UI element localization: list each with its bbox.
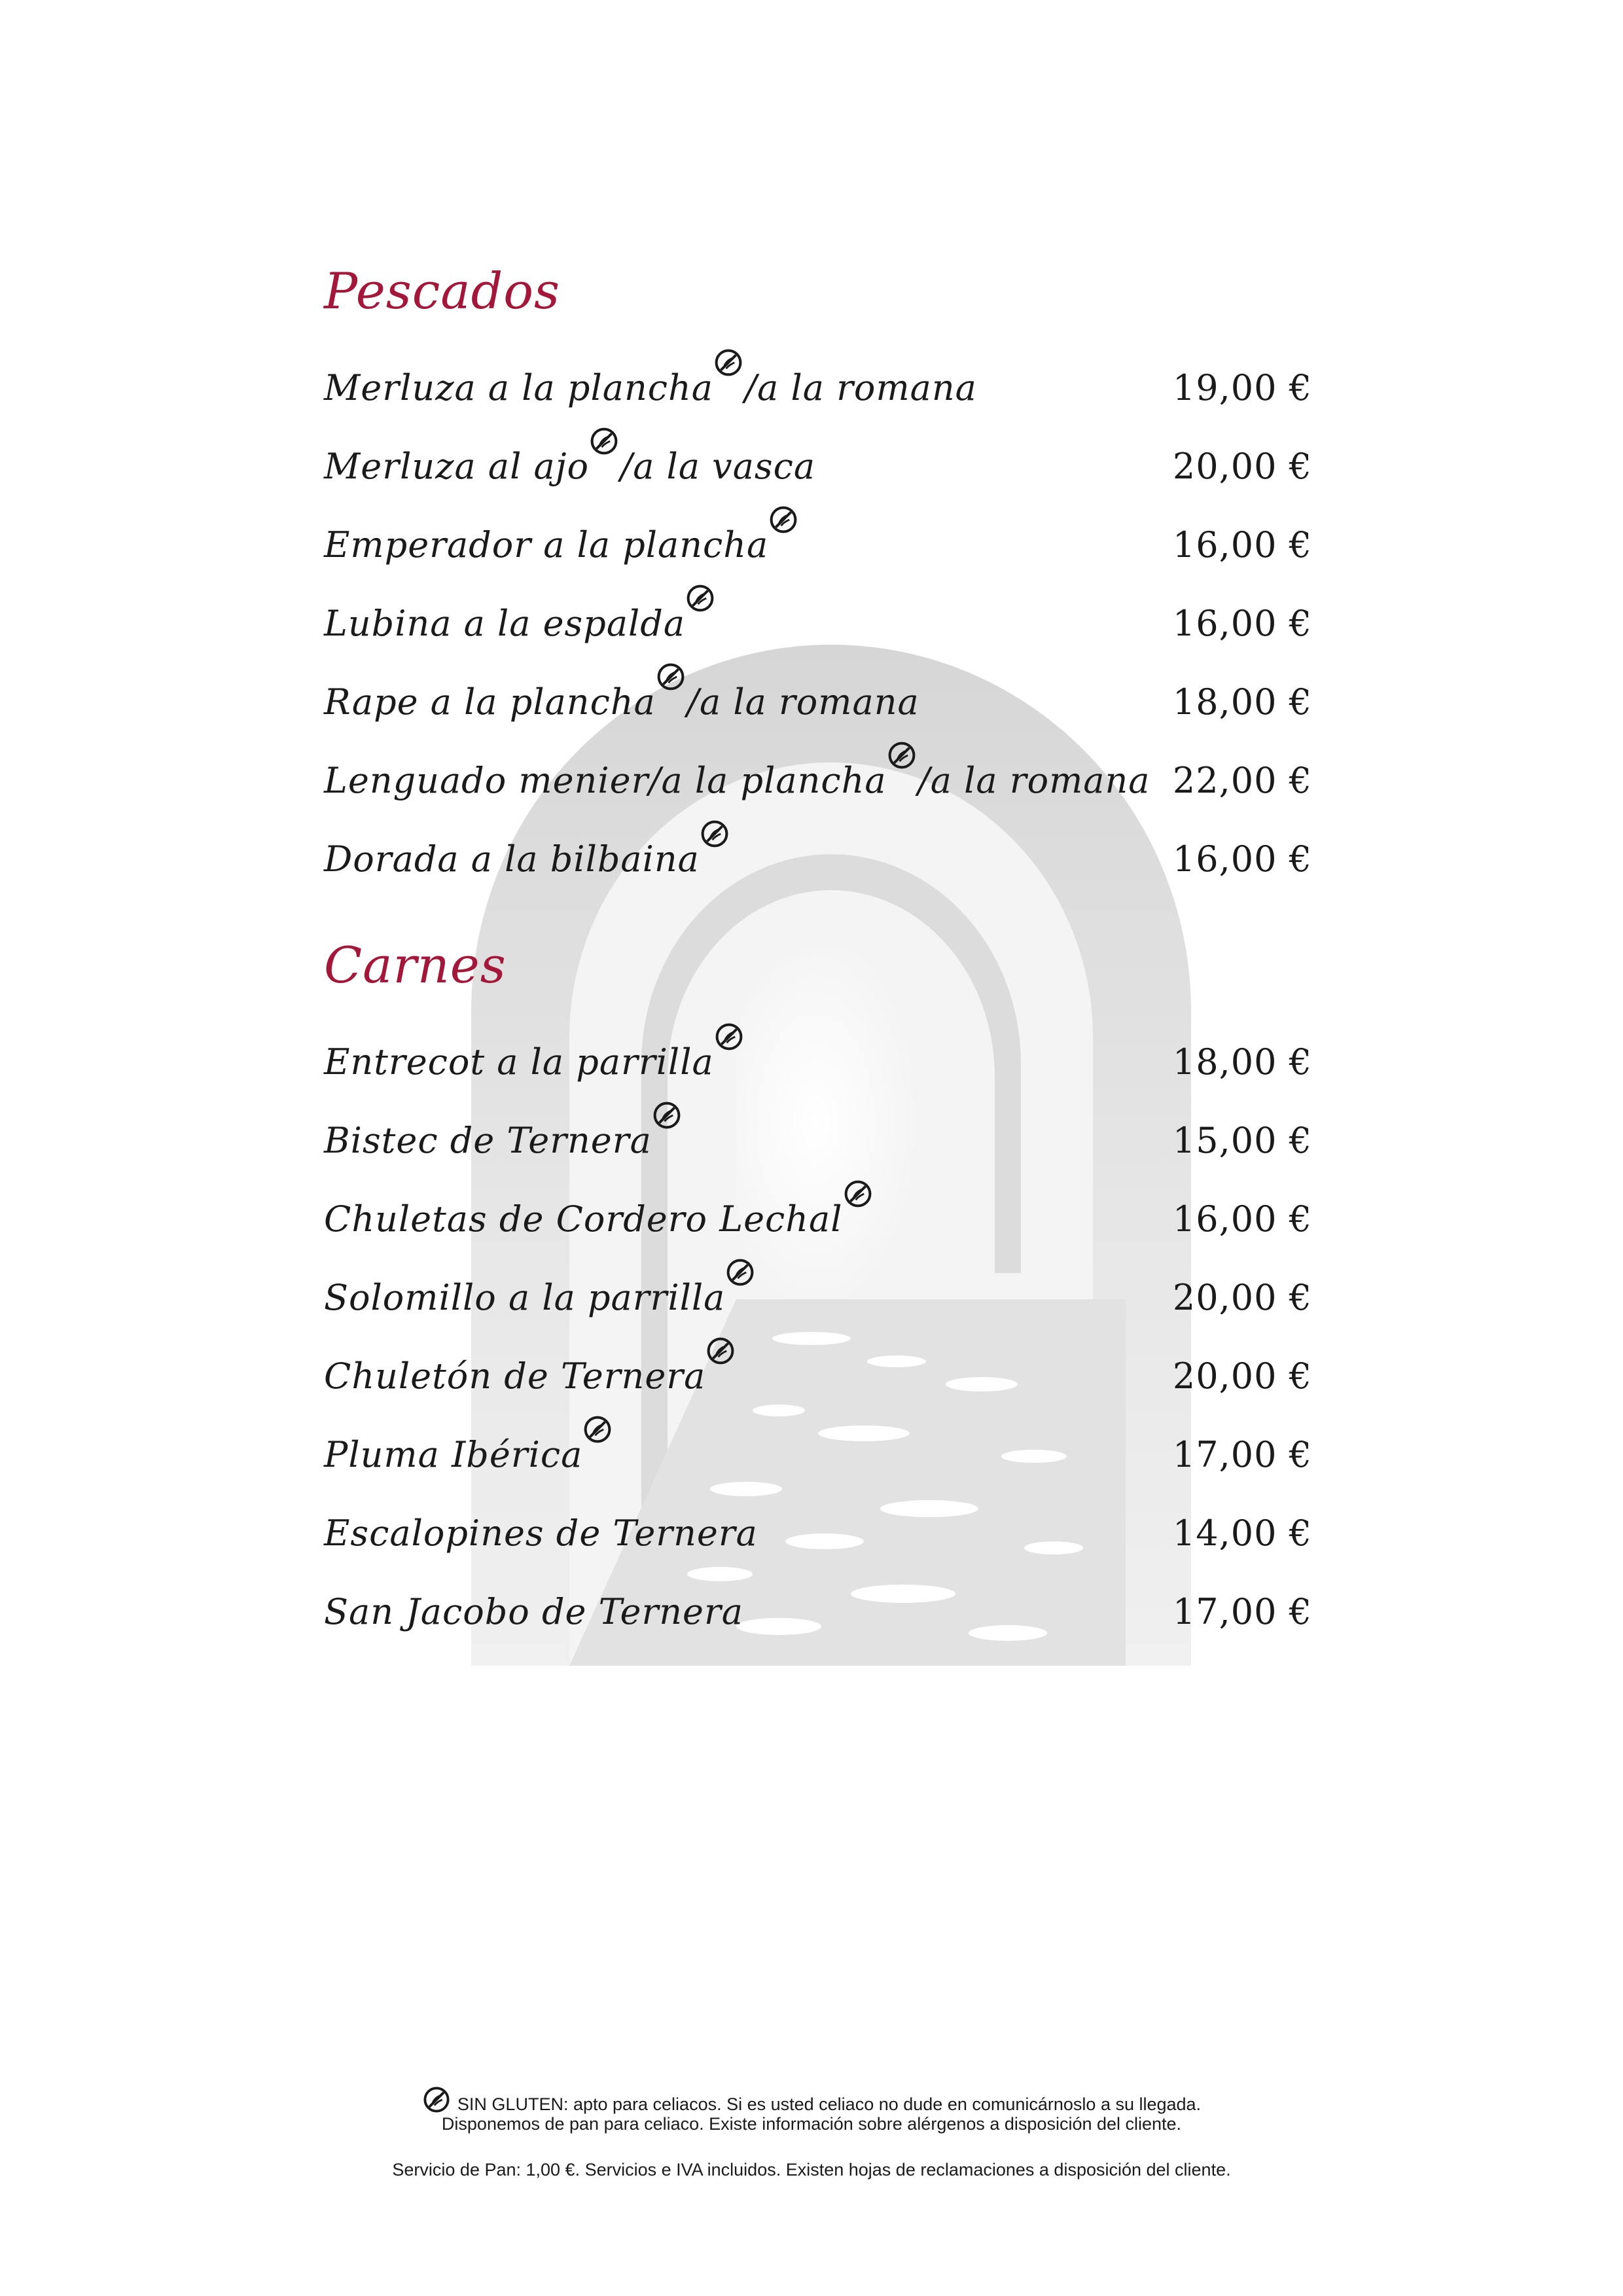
item-name: Escalopines de Ternera (324, 1513, 758, 1554)
item-name: Pluma Ibérica (324, 1434, 583, 1475)
no-gluten-icon (685, 583, 715, 613)
item-price: 16,00 € (1172, 1198, 1312, 1240)
item-name: Chuletas de Cordero Lechal (324, 1198, 843, 1240)
item-name: Merluza a la plancha (324, 367, 713, 408)
no-gluten-icon (705, 1336, 736, 1366)
no-gluten-icon (652, 1100, 682, 1130)
menu-item (324, 491, 1312, 563)
item-price: 20,00 € (1172, 446, 1312, 487)
item-price: 22,00 € (1172, 760, 1312, 801)
menu-item (324, 334, 1312, 406)
item-price: 19,00 € (1172, 367, 1312, 408)
item-price: 17,00 € (1172, 1434, 1312, 1475)
menu-item (324, 1479, 1312, 1554)
item-name: Dorada a la bilbaina (324, 838, 700, 880)
no-gluten-icon (843, 1179, 873, 1209)
no-gluten-icon (713, 348, 743, 378)
item-suffix: /a la vasca (620, 446, 816, 487)
item-name: San Jacobo de Ternera (324, 1591, 743, 1632)
menu-item (324, 726, 1312, 801)
no-gluten-icon (422, 2085, 451, 2114)
item-price: 15,00 € (1172, 1120, 1312, 1161)
menu-item (324, 1086, 1312, 1161)
no-gluten-icon (714, 1022, 744, 1052)
no-gluten-icon (725, 1257, 755, 1287)
no-gluten-icon (656, 662, 686, 692)
item-price: 16,00 € (1172, 838, 1312, 880)
menu-item (324, 1244, 1312, 1316)
item-name: Entrecot a la parrilla (324, 1041, 714, 1083)
no-gluten-icon (589, 426, 619, 456)
gluten-note-line1 (0, 2081, 1623, 2113)
menu-item (324, 805, 1312, 880)
item-name: Merluza al ajo (324, 446, 589, 487)
menu-item (324, 1008, 1312, 1083)
item-name: Rape a la plancha (324, 681, 656, 723)
menu-item (324, 1401, 1312, 1473)
item-price: 18,00 € (1172, 681, 1312, 723)
item-name: Emperador a la plancha (324, 524, 769, 565)
item-price: 17,00 € (1172, 1591, 1312, 1632)
gluten-note-text: SIN GLUTEN: apto para celiacos. Si es usted celiaco no dude en comunicárnoslo a su llegada. (457, 2094, 1202, 2114)
item-name: Solomillo a la parrilla (324, 1277, 726, 1318)
menu-item (324, 1165, 1312, 1240)
menu-item (324, 412, 1312, 487)
menu-item (324, 1322, 1312, 1397)
item-name: Lubina a la espalda (324, 603, 686, 644)
item-name: Chuletón de Ternera (324, 1355, 706, 1397)
no-gluten-icon (887, 740, 917, 770)
item-price: 14,00 € (1172, 1513, 1312, 1554)
menu-item (324, 1558, 1312, 1630)
no-gluten-icon (700, 819, 730, 849)
section-title-carnes: Carnes (324, 936, 507, 994)
item-name: Lenguado menier/a la plancha (324, 760, 887, 801)
no-gluten-icon (582, 1414, 613, 1444)
item-price: 16,00 € (1172, 603, 1312, 644)
no-gluten-icon (768, 505, 798, 535)
gluten-note-line2: Disponemos de pan para celiaco. Existe información sobre alérgenos a disposición del cliente. (441, 2114, 1182, 2134)
item-name: Bistec de Ternera (324, 1120, 652, 1161)
item-price: 20,00 € (1172, 1355, 1312, 1397)
section-title-pescados: Pescados (324, 262, 560, 320)
item-suffix: /a la romana (744, 367, 977, 408)
item-price: 18,00 € (1172, 1041, 1312, 1083)
menu-item (324, 648, 1312, 723)
item-suffix: /a la romana (918, 760, 1150, 801)
menu-item (324, 569, 1312, 644)
item-price: 20,00 € (1172, 1277, 1312, 1318)
item-price: 16,00 € (1172, 524, 1312, 565)
item-suffix: /a la romana (687, 681, 919, 723)
service-note: Servicio de Pan: 1,00 €. Servicios e IVA incluidos. Existen hojas de reclamaciones a disposición del cliente. (392, 2160, 1231, 2179)
